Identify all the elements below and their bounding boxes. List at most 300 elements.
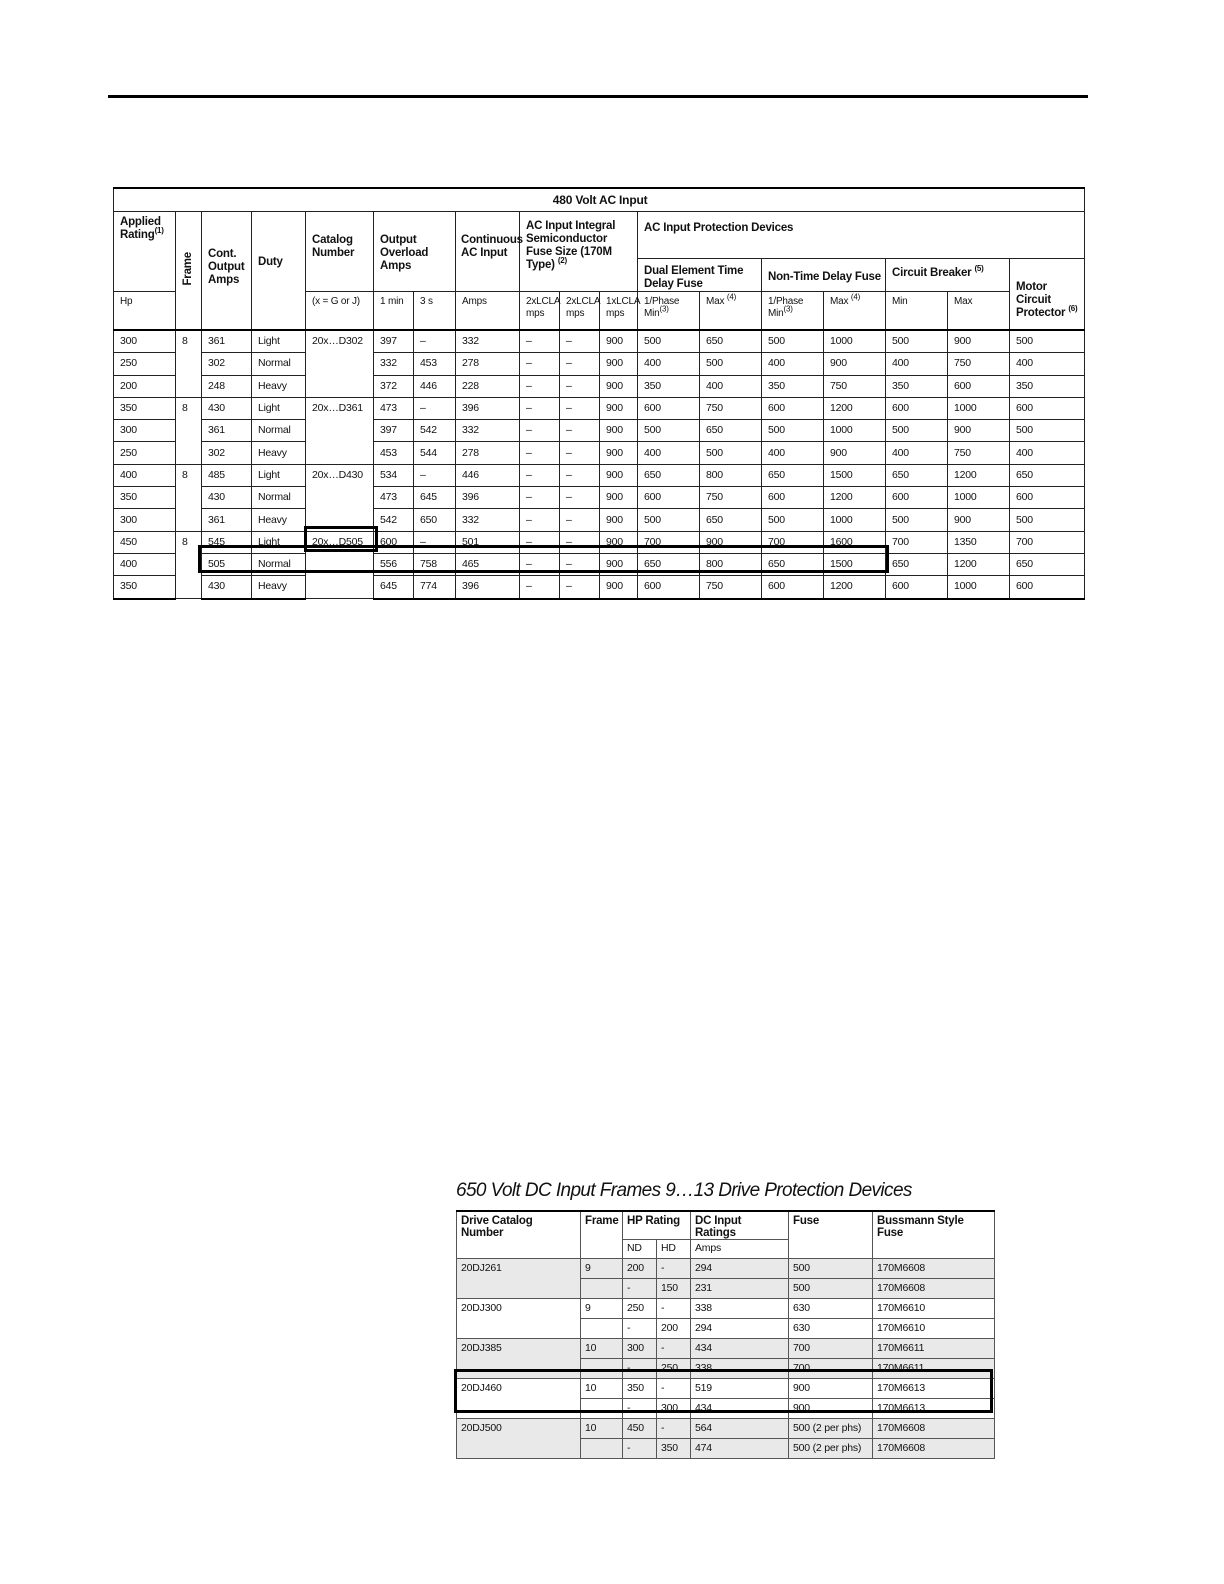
cell-motor-circuit: 400: [1010, 442, 1085, 464]
cell-ntd-max: 1500: [824, 464, 886, 486]
cell-nd: -: [623, 1439, 657, 1459]
cell-cb-max: 1350: [948, 531, 1010, 553]
cell-nd: -: [623, 1279, 657, 1299]
header-hp: Hp: [114, 292, 176, 331]
cell-overload-1min: 542: [374, 509, 414, 531]
cell-cb-max: 750: [948, 353, 1010, 375]
cell-overload-1min: 332: [374, 353, 414, 375]
cell-dual-min: 400: [638, 442, 700, 464]
cell-dc-frame: 10: [581, 1339, 623, 1359]
cell-ntd-max: 1200: [824, 397, 886, 419]
table-row: [114, 420, 1085, 442]
table-480v-ac-input: [113, 187, 1084, 600]
cell-fuse-2xlcla-b: –: [560, 531, 600, 553]
cell-ntd-min: 500: [762, 420, 824, 442]
cell-dc-amps: 294: [691, 1319, 789, 1339]
cell-bussmann-fuse: 170M6613: [873, 1379, 995, 1399]
cell-overload-3s: 645: [414, 487, 456, 509]
cell-bussmann-fuse: 170M6608: [873, 1439, 995, 1459]
cell-overload-3s: –: [414, 397, 456, 419]
cell-continuous-ac-input: 278: [456, 353, 520, 375]
cell-duty: Heavy: [252, 442, 306, 464]
cell-overload-3s: –: [414, 531, 456, 553]
cell-bussmann-fuse: 170M6613: [873, 1399, 995, 1419]
cell-ntd-max: 1200: [824, 487, 886, 509]
cell-dc-frame: [581, 1279, 623, 1299]
cell-motor-circuit: 400: [1010, 353, 1085, 375]
cell-drive-catalog: 20DJ460: [457, 1379, 581, 1419]
cell-dc-frame: 9: [581, 1259, 623, 1279]
cell-cb-max: 900: [948, 420, 1010, 442]
cell-motor-circuit: 700: [1010, 531, 1085, 553]
cell-dual-min: 600: [638, 487, 700, 509]
cell-fuse: 700: [789, 1359, 873, 1379]
cell-overload-3s: 774: [414, 576, 456, 599]
cell-fuse-2xlcla-a: –: [520, 487, 560, 509]
table-row: [114, 353, 1085, 375]
cell-nd: 450: [623, 1419, 657, 1439]
cell-cb-max: 1000: [948, 397, 1010, 419]
cell-cb-max: 1000: [948, 576, 1010, 599]
cell-dc-amps: 564: [691, 1419, 789, 1439]
cell-hd: 300: [657, 1399, 691, 1419]
cell-fuse: 700: [789, 1339, 873, 1359]
cell-catalog: [306, 531, 374, 598]
cell-overload-1min: 473: [374, 487, 414, 509]
header-1min: 1 min: [374, 292, 414, 331]
cell-frame: [176, 531, 202, 598]
cell-nd: 250: [623, 1299, 657, 1319]
cell-ntd-min: 650: [762, 464, 824, 486]
cell-overload-1min: 556: [374, 553, 414, 575]
cell-cont-output-amps: 505: [202, 553, 252, 575]
cell-dc-amps: 231: [691, 1279, 789, 1299]
cell-fuse-2xlcla-b: –: [560, 375, 600, 397]
header-applied-rating: Applied Rating$^{(1)}$: [114, 212, 176, 292]
dc-input-table: [456, 1210, 995, 1459]
cell-hp: 300: [114, 330, 176, 353]
cell-cb-min: 700: [886, 531, 948, 553]
cell-cb-min: 500: [886, 330, 948, 353]
cell-ntd-max: 900: [824, 353, 886, 375]
cell-duty: Heavy: [252, 509, 306, 531]
cell-dc-amps: 338: [691, 1359, 789, 1379]
cell-fuse-2xlcla-b: –: [560, 330, 600, 353]
header-hd: HD: [657, 1240, 691, 1259]
cell-dual-max: 800: [700, 464, 762, 486]
header-catalog-number: Catalog Number: [306, 212, 374, 292]
frame-value: 8: [182, 335, 188, 347]
cell-cb-min: 350: [886, 375, 948, 397]
cell-cont-output-amps: 485: [202, 464, 252, 486]
cell-fuse-2xlcla-a: –: [520, 330, 560, 353]
cell-cont-output-amps: 248: [202, 375, 252, 397]
cell-ntd-max: 1600: [824, 531, 886, 553]
cell-bussmann-fuse: 170M6611: [873, 1359, 995, 1379]
cell-fuse-2xlcla-a: –: [520, 509, 560, 531]
cell-overload-3s: 544: [414, 442, 456, 464]
cell-cont-output-amps: 302: [202, 442, 252, 464]
cell-hd: -: [657, 1259, 691, 1279]
cell-nd: -: [623, 1399, 657, 1419]
cell-overload-3s: 542: [414, 420, 456, 442]
frame-value: 8: [182, 535, 188, 548]
table-title: 480 Volt AC Input: [114, 188, 1085, 212]
cell-dual-max: 750: [700, 576, 762, 599]
header-motor-circuit: Motor Circuit Protector $^{(6)}$: [1010, 259, 1085, 331]
cell-ntd-min: 600: [762, 487, 824, 509]
cell-overload-1min: 600: [374, 531, 414, 553]
cell-fuse-2xlcla-a: –: [520, 420, 560, 442]
cell-fuse-2xlcla-b: –: [560, 553, 600, 575]
header-hp-rating: HP Rating: [623, 1211, 691, 1240]
cell-continuous-ac-input: 446: [456, 464, 520, 486]
cell-dc-frame: 10: [581, 1379, 623, 1399]
cell-fuse-2xlcla-a: –: [520, 353, 560, 375]
cell-overload-3s: –: [414, 464, 456, 486]
cell-dc-frame: [581, 1399, 623, 1419]
cell-fuse: 630: [789, 1319, 873, 1339]
cell-fuse: 900: [789, 1379, 873, 1399]
dc-input-table-body: [457, 1259, 995, 1459]
cell-nd: 300: [623, 1339, 657, 1359]
cell-dual-min: 350: [638, 375, 700, 397]
cell-hd: 150: [657, 1279, 691, 1299]
cell-motor-circuit: 600: [1010, 576, 1085, 599]
cell-cont-output-amps: 361: [202, 509, 252, 531]
cell-bussmann-fuse: 170M6610: [873, 1319, 995, 1339]
cell-catalog: [306, 397, 374, 464]
cell-overload-1min: 453: [374, 442, 414, 464]
cell-nd: -: [623, 1359, 657, 1379]
cell-fuse-1xlcla: 900: [600, 330, 638, 353]
cell-dual-min: 500: [638, 420, 700, 442]
cell-hp: 350: [114, 397, 176, 419]
cell-continuous-ac-input: 396: [456, 397, 520, 419]
cell-dual-max: 500: [700, 353, 762, 375]
cell-hp: 350: [114, 576, 176, 599]
cell-dc-amps: 294: [691, 1259, 789, 1279]
table-row: [114, 576, 1085, 599]
cell-overload-1min: 534: [374, 464, 414, 486]
cell-dc-frame: [581, 1319, 623, 1339]
header-max-2: Max $^{(4)}$: [824, 292, 886, 331]
cell-ntd-max: 1200: [824, 576, 886, 599]
cell-dual-max: 800: [700, 553, 762, 575]
cell-fuse: 630: [789, 1299, 873, 1319]
header-ac-input-protection: AC Input Protection Devices: [638, 212, 1085, 259]
cell-dual-max: 650: [700, 330, 762, 353]
cell-dual-min: 500: [638, 509, 700, 531]
cell-cb-min: 600: [886, 576, 948, 599]
cell-cb-max: 900: [948, 509, 1010, 531]
catalog-value: 20x…D505: [312, 535, 363, 548]
cell-fuse-1xlcla: 900: [600, 442, 638, 464]
cell-fuse-2xlcla-b: –: [560, 464, 600, 486]
header-dc-input: DC Input Ratings: [691, 1211, 789, 1240]
cell-motor-circuit: 500: [1010, 509, 1085, 531]
cell-duty: Light: [252, 330, 306, 353]
cell-bussmann-fuse: 170M6608: [873, 1259, 995, 1279]
cell-ntd-min: 650: [762, 553, 824, 575]
cell-hd: -: [657, 1379, 691, 1399]
cell-cb-max: 1200: [948, 553, 1010, 575]
header-phase-min-2: 1/Phase Min$^{(3)}$: [762, 292, 824, 331]
cell-dual-max: 750: [700, 397, 762, 419]
header-duty: Duty: [252, 212, 306, 331]
header-continuous-ac-input: Continuous AC Input: [456, 212, 520, 292]
cell-motor-circuit: 650: [1010, 464, 1085, 486]
cell-duty: Normal: [252, 420, 306, 442]
cell-fuse-1xlcla: 900: [600, 375, 638, 397]
cell-catalog: [306, 464, 374, 531]
cell-fuse-2xlcla-a: –: [520, 576, 560, 599]
header-fuse-c: 1xLCLA mps: [600, 292, 638, 331]
cell-fuse: 500 (2 per phs): [789, 1439, 873, 1459]
cell-continuous-ac-input: 278: [456, 442, 520, 464]
cell-overload-1min: 372: [374, 375, 414, 397]
cell-dc-frame: [581, 1439, 623, 1459]
cell-overload-1min: 397: [374, 330, 414, 353]
cell-frame: [176, 464, 202, 531]
cell-ntd-max: 1000: [824, 420, 886, 442]
cell-dc-amps: 474: [691, 1439, 789, 1459]
cell-continuous-ac-input: 396: [456, 487, 520, 509]
cell-duty: Light: [252, 531, 306, 553]
table-row: [114, 464, 1085, 486]
cell-dual-min: 500: [638, 330, 700, 353]
cell-fuse-1xlcla: 900: [600, 464, 638, 486]
cell-ntd-max: 1000: [824, 330, 886, 353]
cell-nd: 350: [623, 1379, 657, 1399]
header-max-1: Max $^{(4)}$: [700, 292, 762, 331]
header-circuit-breaker: Circuit Breaker $^{(5)}$: [886, 259, 1010, 292]
header-cb-max: Max: [948, 292, 1010, 331]
cell-cb-max: 1000: [948, 487, 1010, 509]
frame-value: 8: [182, 401, 188, 414]
cell-dual-min: 600: [638, 397, 700, 419]
cell-fuse: 500: [789, 1279, 873, 1299]
cell-dual-min: 600: [638, 576, 700, 599]
cell-hd: -: [657, 1339, 691, 1359]
table-row: [457, 1299, 995, 1319]
cell-continuous-ac-input: 228: [456, 375, 520, 397]
cell-fuse-1xlcla: 900: [600, 576, 638, 599]
cell-frame: [176, 330, 202, 397]
cell-ntd-min: 400: [762, 353, 824, 375]
table-row: [114, 397, 1085, 419]
cell-motor-circuit: 650: [1010, 553, 1085, 575]
catalog-value: 20x…D430: [312, 468, 363, 481]
cell-ntd-min: 700: [762, 531, 824, 553]
table-row: [457, 1419, 995, 1439]
table-row: [457, 1379, 995, 1399]
cell-motor-circuit: 600: [1010, 487, 1085, 509]
cell-overload-1min: 645: [374, 576, 414, 599]
cell-dc-amps: 519: [691, 1379, 789, 1399]
cell-overload-3s: 446: [414, 375, 456, 397]
cell-continuous-ac-input: 465: [456, 553, 520, 575]
frame-value: 8: [182, 468, 188, 481]
cell-fuse-2xlcla-a: –: [520, 553, 560, 575]
cell-duty: Normal: [252, 553, 306, 575]
cell-fuse-2xlcla-b: –: [560, 487, 600, 509]
cell-overload-1min: 473: [374, 397, 414, 419]
cell-cb-max: 900: [948, 330, 1010, 353]
page-top-rule: [108, 95, 1088, 98]
cell-drive-catalog: 20DJ300: [457, 1299, 581, 1339]
header-fuse: Fuse: [789, 1211, 873, 1259]
cell-ntd-max: 1000: [824, 509, 886, 531]
cell-fuse-2xlcla-b: –: [560, 442, 600, 464]
cell-cont-output-amps: 302: [202, 353, 252, 375]
cell-drive-catalog: 20DJ261: [457, 1259, 581, 1299]
cell-hd: -: [657, 1299, 691, 1319]
cell-motor-circuit: 500: [1010, 420, 1085, 442]
header-dc-amps: Amps: [691, 1240, 789, 1259]
header-drive-catalog: Drive Catalog Number: [457, 1211, 581, 1259]
cell-dual-min: 700: [638, 531, 700, 553]
cell-dual-max: 750: [700, 487, 762, 509]
cell-overload-3s: 453: [414, 353, 456, 375]
header-cb-min: Min: [886, 292, 948, 331]
cell-hp: 300: [114, 420, 176, 442]
header-output-overload: Output Overload Amps: [374, 212, 456, 292]
cell-dual-max: 900: [700, 531, 762, 553]
table-row: [114, 330, 1085, 353]
cell-ntd-min: 400: [762, 442, 824, 464]
cell-fuse-1xlcla: 900: [600, 531, 638, 553]
cell-cont-output-amps: 430: [202, 397, 252, 419]
cell-ntd-min: 500: [762, 330, 824, 353]
cell-cb-min: 500: [886, 509, 948, 531]
cell-cont-output-amps: 545: [202, 531, 252, 553]
cell-fuse-2xlcla-a: –: [520, 442, 560, 464]
cell-fuse-1xlcla: 900: [600, 509, 638, 531]
cell-duty: Light: [252, 464, 306, 486]
cell-fuse: 900: [789, 1399, 873, 1419]
header-catalog-sub: (x = G or J): [306, 292, 374, 331]
header-cont-output-amps: Cont. Output Amps: [202, 212, 252, 331]
cell-hp: 350: [114, 487, 176, 509]
cell-fuse-1xlcla: 900: [600, 353, 638, 375]
cell-continuous-ac-input: 396: [456, 576, 520, 599]
cell-cb-max: 750: [948, 442, 1010, 464]
ac-input-table-body: [114, 330, 1085, 599]
cell-ntd-min: 600: [762, 397, 824, 419]
ac-input-table: [113, 187, 1085, 600]
header-phase-min-1: 1/Phase Min$^{(3)}$: [638, 292, 700, 331]
cell-duty: Heavy: [252, 576, 306, 599]
cell-cb-min: 400: [886, 353, 948, 375]
catalog-value: 20x…D361: [312, 401, 363, 414]
cell-continuous-ac-input: 332: [456, 420, 520, 442]
header-non-time-delay: Non-Time Delay Fuse: [762, 259, 886, 292]
catalog-value: 20x…D302: [312, 335, 363, 347]
cell-ntd-max: 750: [824, 375, 886, 397]
cell-frame: [176, 397, 202, 464]
cell-hd: 200: [657, 1319, 691, 1339]
cell-duty: Normal: [252, 353, 306, 375]
cell-bussmann-fuse: 170M6610: [873, 1299, 995, 1319]
cell-cont-output-amps: 430: [202, 576, 252, 599]
table-row: [457, 1339, 995, 1359]
cell-dual-min: 400: [638, 353, 700, 375]
cell-continuous-ac-input: 501: [456, 531, 520, 553]
cell-overload-3s: –: [414, 330, 456, 353]
cell-hd: -: [657, 1419, 691, 1439]
cell-dc-amps: 434: [691, 1399, 789, 1419]
cell-fuse-2xlcla-b: –: [560, 353, 600, 375]
table-row: [114, 531, 1085, 553]
cell-overload-3s: 758: [414, 553, 456, 575]
cell-dc-frame: [581, 1359, 623, 1379]
cell-fuse: 500: [789, 1259, 873, 1279]
header-3s: 3 s: [414, 292, 456, 331]
cell-bussmann-fuse: 170M6608: [873, 1419, 995, 1439]
cell-overload-1min: 397: [374, 420, 414, 442]
table-row: [114, 442, 1085, 464]
cell-cont-output-amps: 430: [202, 487, 252, 509]
cell-fuse-2xlcla-b: –: [560, 397, 600, 419]
cell-hp: 400: [114, 553, 176, 575]
header-nd: ND: [623, 1240, 657, 1259]
table-row: [114, 487, 1085, 509]
cell-nd: 200: [623, 1259, 657, 1279]
cell-fuse-2xlcla-a: –: [520, 397, 560, 419]
cell-cb-max: 1200: [948, 464, 1010, 486]
cell-ntd-min: 600: [762, 576, 824, 599]
cell-drive-catalog: 20DJ500: [457, 1419, 581, 1459]
cell-duty: Normal: [252, 487, 306, 509]
table-row: [114, 375, 1085, 397]
cell-fuse-2xlcla-b: –: [560, 420, 600, 442]
cell-nd: -: [623, 1319, 657, 1339]
header-dc-frame: Frame: [581, 1211, 623, 1259]
cell-hp: 450: [114, 531, 176, 553]
header-fuse-a: 2xLCLA mps: [520, 292, 560, 331]
cell-dual-max: 400: [700, 375, 762, 397]
table-row: [114, 553, 1085, 575]
header-ac-input-fuse: AC Input Integral Semiconductor Fuse Size (170M Type) $^{(2)}$: [520, 212, 638, 292]
cell-cb-min: 650: [886, 553, 948, 575]
cell-fuse-1xlcla: 900: [600, 487, 638, 509]
cell-hp: 250: [114, 442, 176, 464]
cell-bussmann-fuse: 170M6608: [873, 1279, 995, 1299]
cell-fuse-2xlcla-b: –: [560, 576, 600, 599]
cell-ntd-min: 350: [762, 375, 824, 397]
cell-ntd-max: 1500: [824, 553, 886, 575]
cell-fuse-1xlcla: 900: [600, 420, 638, 442]
cell-ntd-max: 900: [824, 442, 886, 464]
cell-dual-max: 500: [700, 442, 762, 464]
cell-cb-min: 400: [886, 442, 948, 464]
table-650v-dc-input: [456, 1210, 994, 1459]
cell-duty: Heavy: [252, 375, 306, 397]
cell-continuous-ac-input: 332: [456, 509, 520, 531]
cell-hp: 300: [114, 509, 176, 531]
cell-dc-amps: 338: [691, 1299, 789, 1319]
cell-catalog: [306, 330, 374, 397]
header-amps: Amps: [456, 292, 520, 331]
cell-hd: 350: [657, 1439, 691, 1459]
cell-continuous-ac-input: 332: [456, 330, 520, 353]
cell-dual-max: 650: [700, 420, 762, 442]
cell-fuse: 500 (2 per phs): [789, 1419, 873, 1439]
cell-bussmann-fuse: 170M6611: [873, 1339, 995, 1359]
cell-hp: 400: [114, 464, 176, 486]
cell-dc-amps: 434: [691, 1339, 789, 1359]
